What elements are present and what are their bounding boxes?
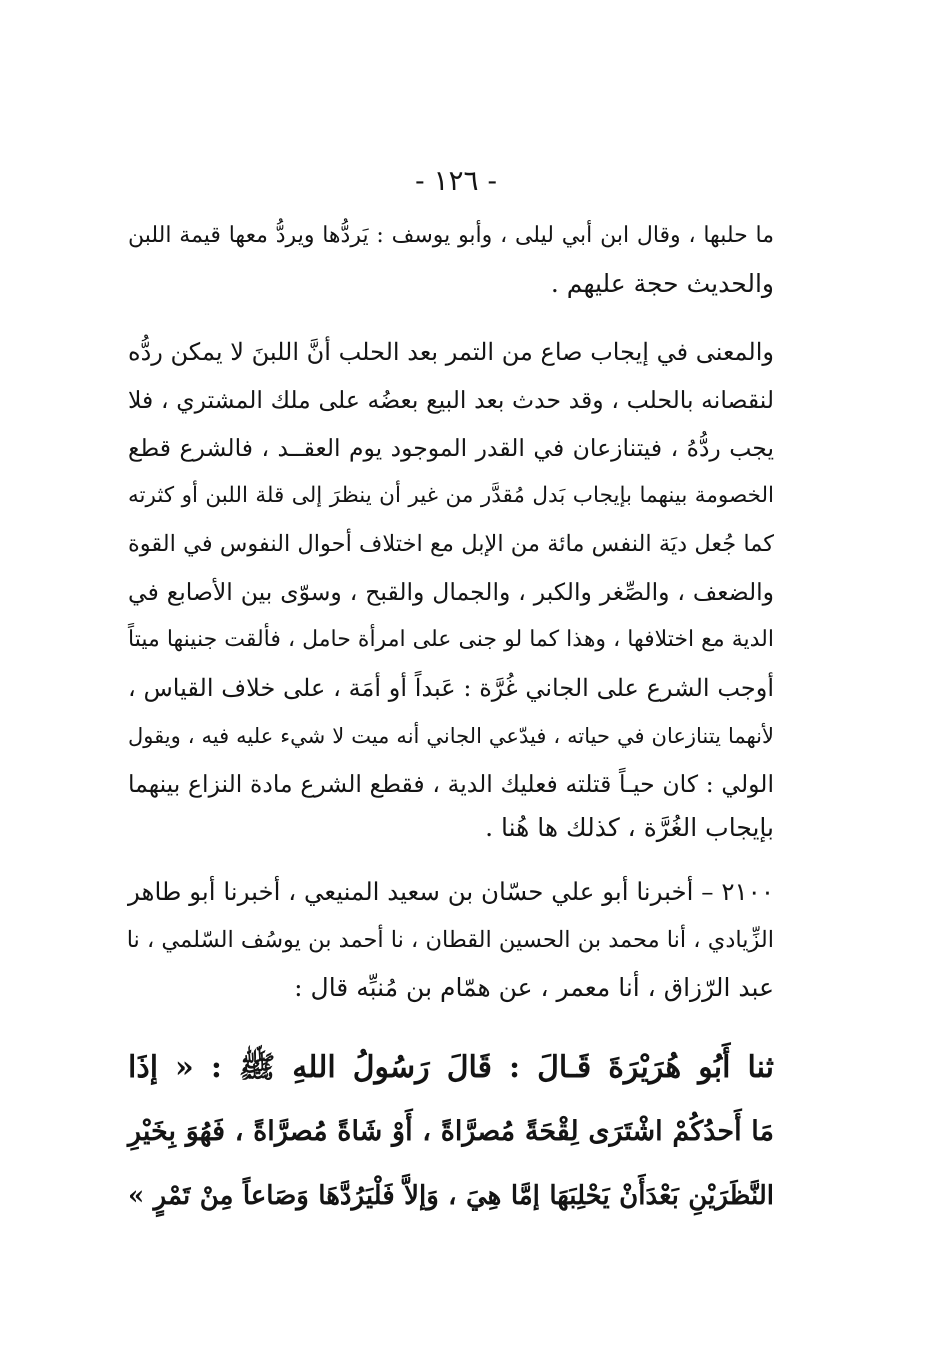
paragraph-2-line-11: بإيجاب الغُرَّة ، كذلك ها هُنا . (485, 813, 774, 842)
paragraph-2-line-1: والمعنى في إيجاب صاع من التمر بعد الحلب أنَّ اللبنَ لا يمكن ردُّه (128, 338, 774, 366)
paragraph-3-line-2: الزِّيادي ، أنا محمد بن الحسين القطان ، نا أحمد بن يوسُف السّلمي ، نا (126, 927, 774, 953)
paragraph-2-line-6: والضعف ، والصِّغر والكبر ، والجمال والقبح ، وسوّى بين الأصابع في (128, 578, 774, 606)
paragraph-2-line-2: لنقصانه بالحلب ، وقد حدث بعد البيع بعضُه على ملك المشتري ، فلا (128, 386, 774, 414)
hadith-line-1: ثنا أَبُو هُرَيْرَةَ قَـالَ : قَالَ رَسُولُ اللهِ ﷺ : « إذَا (128, 1050, 774, 1085)
hadith-line-3: النَّظَرَيْنِ بَعْدَأَنْ يَحْلِبَهَا إمَّا هِيَ ، وَإلاَّ فَلْيَرُدَّهَا وَصَاعاً مِنْ تَمْرٍ » (128, 1181, 774, 1211)
paragraph-2-line-8: أوجب الشرع على الجاني غُرَّة : عَبداً أو أمَة ، على خلاف القياس ، (128, 674, 774, 702)
page-number: - ١٢٦ - (415, 164, 497, 197)
paragraph-1-line-1: ما حلبها ، وقال ابن أبي ليلى ، وأبو يوسف : يَردُّها ويردُّ معها قيمة اللبن (128, 223, 774, 248)
paragraph-2-line-7: الدية مع اختلافها ، وهذا كما لو جنى على امرأة حامل ، فألقت جنينها ميتاً (128, 627, 774, 652)
paragraph-1-line-2: والحديث حجة عليهم . (550, 269, 774, 298)
paragraph-3-line-3: عبد الرّزاق ، أنا معمر ، عن همّام بن مُنبِّه قال : (294, 973, 774, 1002)
paragraph-2-line-10: الولي : كان حيـاً قتلته فعليك الدية ، فقطع الشرع مادة النزاع بينهما (128, 770, 774, 798)
paragraph-3-line-1: ٢١٠٠ – أخبرنا أبو علي حسّان بن سعيد المنيعي ، أخبرنا أبو طاهر (128, 877, 774, 906)
paragraph-2-line-5: كما جُعل ديَة النفس مائة من الإبل مع اختلاف أحوال النفوس في القوة (128, 531, 774, 557)
hadith-line-2: مَا أَحدُكُمْ اشْتَرَى لِقْحَةً مُصرَّاةً ، أَوْ شَاةً مُصرَّاةً ، فَهُوَ بِخَيْرِ (128, 1116, 774, 1147)
paragraph-2-line-4: الخصومة بينهما بإيجاب بَدل مُقدَّر من غير أن ينظرَ إلى قلة اللبن أو كثرته (128, 483, 774, 508)
paragraph-2-line-9: لأنهما يتنازعان في حياته ، فيدّعي الجاني أنه ميت لا شيء عليه فيه ، ويقول (128, 724, 774, 748)
paragraph-2-line-3: يجب ردُّهُ ، فيتنازعان في القدر الموجود يوم العقــد ، فالشرع قطع (128, 434, 774, 462)
